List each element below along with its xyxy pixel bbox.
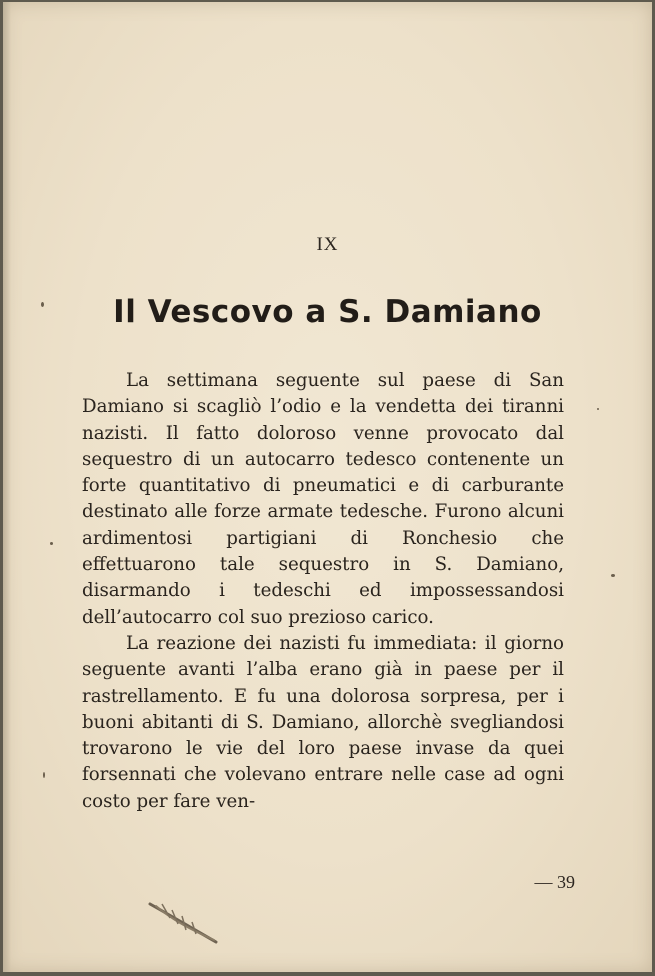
page-edge-shadow: [3, 2, 11, 972]
paragraph-2: La reazione dei nazisti fu immediata: il giorno seguente avanti l’alba erano già in paese per il rastrellamento. E fu una dolorosa sorpresa, per i buoni abitanti di S. Damiano, allorchè svegliandosi trovarono le vie del loro paese invase da quei forsennati che volevano entrare nelle case ad ogni costo per fare ven-: [82, 632, 564, 812]
paragraph-1: La settimana seguente sul paese di San Damiano si scagliò l’odio e la vendetta dei tiranni nazisti. Il fatto doloroso venne provocato dal sequestro di un autocarro tedesco contenente un forte quantitativo di pneumatici e di carburante destinato alle forze armate tedesche. Furono alcuni ardimentosi partigiani di Ronchesio che effettuarono tale sequestro in S. Damiano, disarmando i tedeschi ed impossessandosi dell’autocarro col suo prezioso carico.: [82, 370, 564, 628]
book-page: [3, 2, 652, 972]
paper-speck: [41, 302, 44, 307]
paper-speck: [597, 408, 599, 410]
chapter-title: Il Vescovo a S. Damiano: [113, 294, 542, 330]
paper-speck: [611, 574, 615, 577]
body-text: [82, 368, 564, 815]
quill-smudge-mark: [148, 900, 220, 946]
chapter-number: IX: [316, 234, 339, 255]
paper-speck: [50, 542, 53, 545]
page-number: — 39: [534, 872, 575, 892]
paper-speck: [43, 772, 45, 778]
